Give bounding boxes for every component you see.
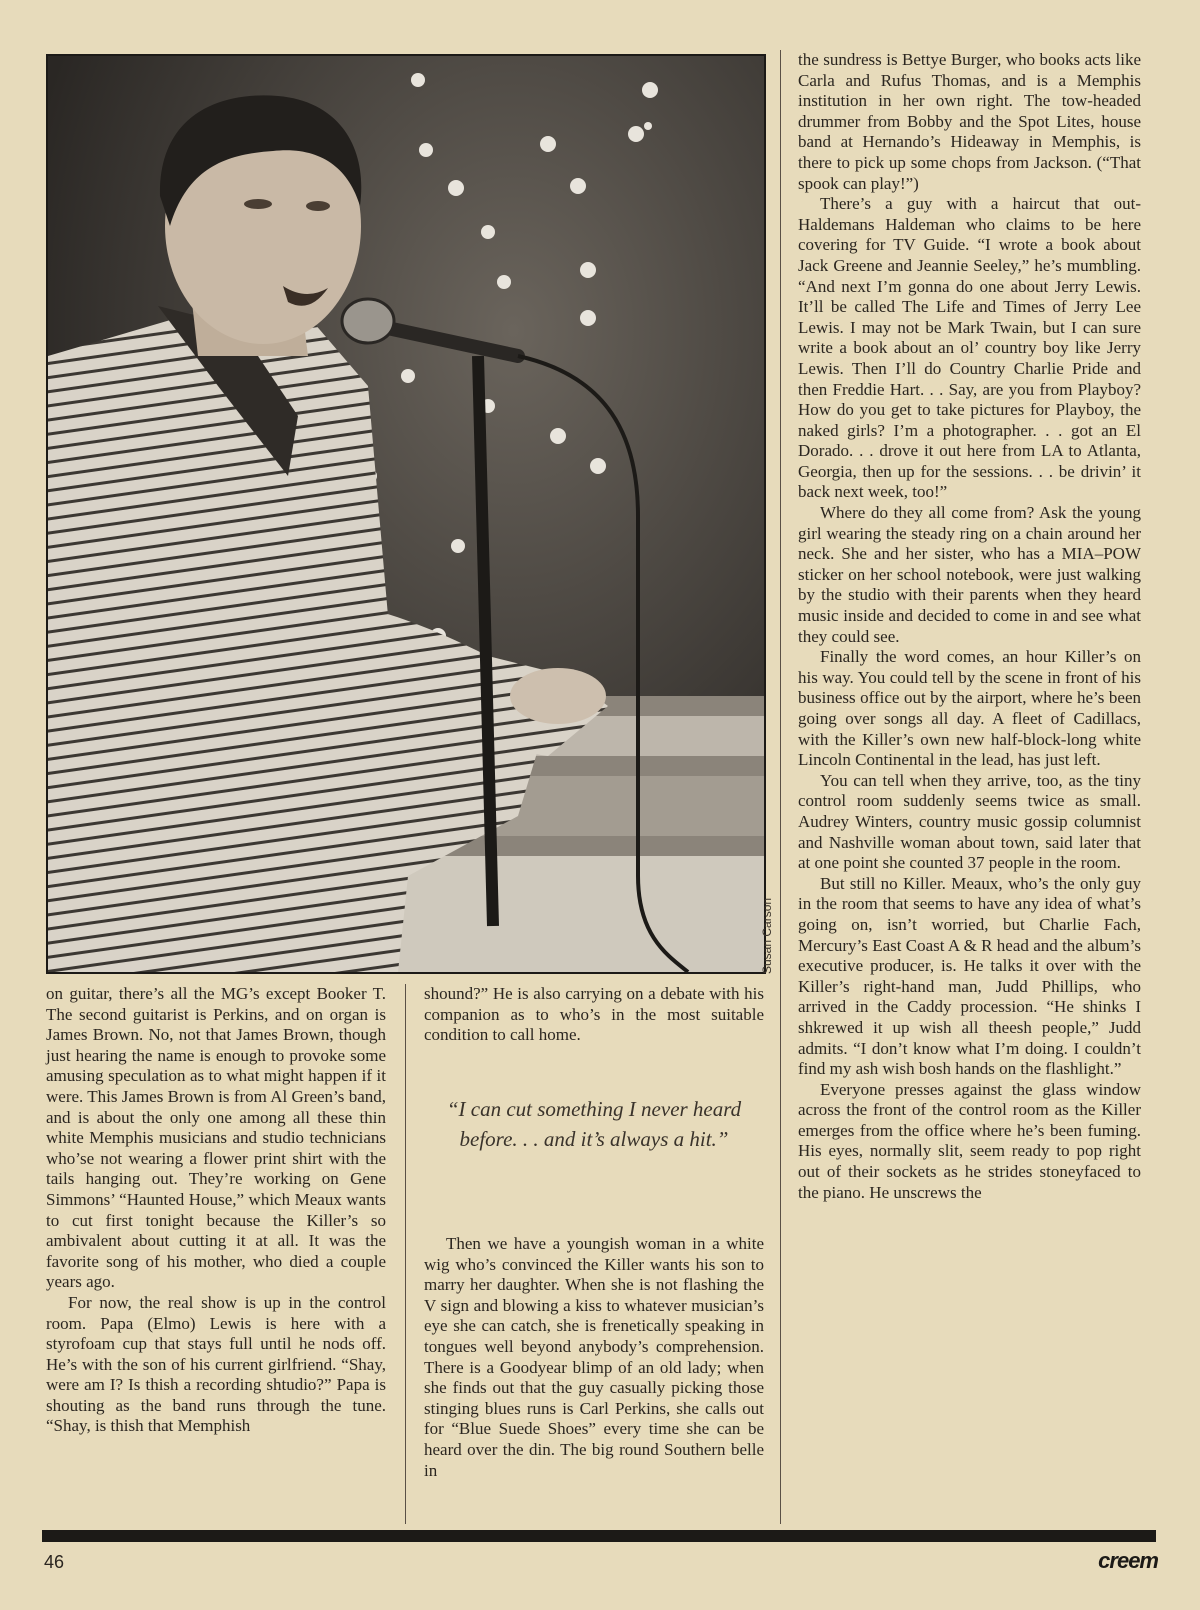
column-divider-left bbox=[405, 984, 406, 1524]
middle-paragraph-1: shound?” He is also carrying on a debate with his companion as to who’s in the most suitable condition to call home. bbox=[424, 984, 764, 1045]
page-number: 46 bbox=[44, 1552, 65, 1572]
right-paragraph-5: You can tell when they arrive, too, as the tiny control room suddenly seems twice as small. Audrey Winters, country music gossip columnist and Nashville woman about town, said later that at one point she counted 37 people in the room. bbox=[798, 770, 1141, 873]
photo-credit: Susan Carson bbox=[760, 897, 774, 974]
right-paragraph-1: the sundress is Bettye Burger, who books acts like Carla and Rufus Thomas, and is a Memphis institution in her own right. The tow-headed drummer from Bobby and the Spot Lites, house band at Hernando’s Hideaway in Memphis, is there to pick up some chops from Jackson. (“That spook can play!”) bbox=[798, 50, 1141, 193]
middle-column-top bbox=[424, 984, 764, 1046]
right-paragraph-4: Finally the word comes, an hour Killer’s on his way. You could tell by the scene in front of his business office out by the airport, where he’s been going over songs all day. A fleet of Cadillacs, with the Killer’s own new half-block-long white Lincoln Continental in the lead, has just left. bbox=[798, 647, 1141, 770]
left-paragraph-2: For now, the real show is up in the control room. Papa (Elmo) Lewis is here with a styrofoam cup that stays full until he nods off. He’s with the son of his current girlfriend. “Shay, were am I? Is thish a recording shtudio?” Papa is shouting as the band runs through the tune. “Shay, is thish that Memphish bbox=[46, 1292, 386, 1436]
pull-quote: “I can cut something I never heard before. . . and it’s always a hit.” bbox=[446, 1097, 742, 1151]
right-column bbox=[798, 50, 1141, 1524]
performer-photo bbox=[46, 54, 766, 974]
right-paragraph-2: There’s a guy with a haircut that out-Haldemans Haldeman who claims to be here covering for TV Guide. “I wrote a book about Jack Greene and Jeannie Seeley,” he’s mumbling. “And next I’m gonna do one about Jerry Lewis. It’ll be called The Life and Times of Jerry Lee Lewis. I may not be Mark Twain, but I can sure write a book about an ol’ country boy like Jerry Lewis. Then I’ll do Country Charlie Pride and then Freddie Hart. . . Say, are you from Playboy? How do you get to take pictures for Playboy, the naked girls? I’m a photographer. . . got an El Dorado. . . drove it out here from LA to Atlanta, Georgia, then up for the sessions. . . be drivin’ it back next week, too!” bbox=[798, 194, 1141, 502]
footer-rule bbox=[42, 1530, 1156, 1542]
middle-column-bottom bbox=[424, 1234, 764, 1481]
left-column bbox=[46, 984, 386, 1524]
right-paragraph-3: Where do they all come from? Ask the young girl wearing the steady ring on a chain around her neck. She and her sister, who has a MIA–POW sticker on her school notebook, were just walking by the studio with their parents when they heard music inside and decided to come in and see what they could see. bbox=[798, 503, 1141, 646]
middle-paragraph-2: Then we have a youngish woman in a white wig who’s convinced the Killer wants his son to marry her daughter. When she is not flashing the V sign and blowing a kiss to whatever musician’s eye she can catch, she is frenetically speaking in tongues well beyond anybody’s comprehension. There is a Goodyear blimp of an old lady; when she finds out that the guy casually picking those stinging blues runs is Carl Perkins, she calls out for “Blue Suede Shoes” every time she can be heard over the din. The big round Southern belle in bbox=[424, 1234, 764, 1480]
right-paragraph-6: But still no Killer. Meaux, who’s the only guy in the room that seems to have any idea of what’s going on, isn’t worried, but Charlie Fach, Mercury’s East Coast A & R head and the album’s executive producer, is. He talks it over with the Killer’s right-hand man, Judd Phillips, who arrived in the Caddy procession. “He shinks I shkrewed it up wish all theesh people,” Judd admits. “I don’t know what I’m doing. I couldn’t find my ash wish bosh hands on the flashlight.” bbox=[798, 873, 1141, 1079]
photo-illustration bbox=[48, 56, 764, 972]
magazine-logo: creem bbox=[1098, 1548, 1158, 1573]
left-paragraph-1: on guitar, there’s all the MG’s except Booker T. The second guitarist is Perkins, and on organ is James Brown. No, not that James Brown, though just hearing the name is enough to provoke some amusing speculation as to what might happen if it were. This James Brown is from Al Green’s band, and is about the only one among all these thin white Memphis musicians and studio technicians who’se not wearing a flower print shirt with the tails hanging out. They’re working on Gene Simmons’ “Haunted House,” which Meaux wants to cut first tonight because the Killer’s so ambivalent about cutting it at all. It was the favorite song of his mother, who died a couple years ago. bbox=[46, 984, 386, 1292]
right-paragraph-7: Everyone presses against the glass window across the front of the control room as the Killer emerges from the office where he’s been fuming. His eyes, normally slit, seem ready to pop right out of their sockets as he strides stoneyfaced to the piano. He unscrews the bbox=[798, 1079, 1141, 1202]
column-divider-right bbox=[780, 50, 781, 1524]
